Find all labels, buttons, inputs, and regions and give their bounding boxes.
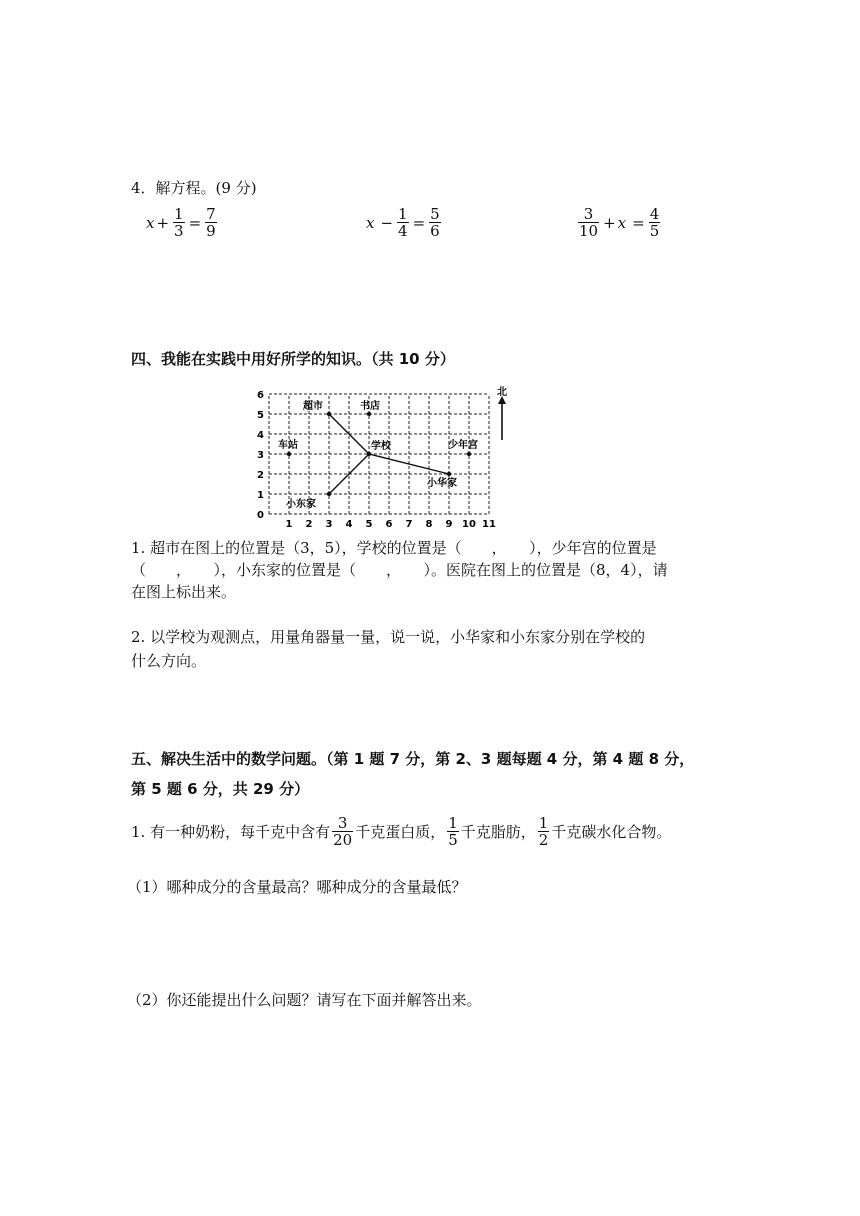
x-tick-label: 7 xyxy=(405,519,413,530)
y-tick-label: 4 xyxy=(257,430,264,441)
place-label: 车站 xyxy=(278,440,298,451)
equation-2: x − $\frac{1}{4}$ = $\frac{5}{6}$ xyxy=(366,205,440,240)
x-tick-label: 11 xyxy=(482,519,496,530)
y-tick-label: 5 xyxy=(257,410,264,421)
map-grid xyxy=(269,394,489,514)
x-tick-label: 5 xyxy=(365,519,373,530)
s5-q1-sub2: （2）你还能提出什么问题？请写在下面并解答出来。 xyxy=(127,991,482,1009)
section-5-heading-line1: 五、解决生活中的数学问题。（第 1 题 7 分，第 2、3 题每题 4 分，第 4 题 8 分， xyxy=(131,750,695,768)
place-label: 超市 xyxy=(303,401,323,412)
coordinate-map xyxy=(250,382,520,532)
y-tick-label: 1 xyxy=(257,490,264,501)
fraction: $\frac{3}{10}$ xyxy=(579,205,599,240)
place-dot xyxy=(327,492,331,496)
x-tick-label: 9 xyxy=(445,519,453,530)
north-label: 北 xyxy=(497,387,507,398)
q4-title: 4．解方程。(9 分) xyxy=(131,179,257,197)
y-tick-label: 3 xyxy=(257,450,264,461)
place-dot xyxy=(327,412,331,416)
s4-q2-line1: 2. 以学校为观测点，用量角器量一量，说一说，小华家和小东家分别在学校的 xyxy=(131,628,646,646)
north-arrow xyxy=(497,386,507,440)
s4-q1-line3: 在图上标出来。 xyxy=(131,583,237,601)
equation-1: x + $\frac{1}{3}$ = $\frac{7}{9}$ xyxy=(146,205,216,240)
y-tick-label: 0 xyxy=(257,510,264,521)
section-5-heading-line2: 第 5 题 6 分，共 29 分） xyxy=(131,780,310,798)
y-tick-label: 2 xyxy=(257,470,264,481)
fraction: $\frac{3}{20}$ xyxy=(333,814,353,849)
s4-q1-line2: （ ， ），小东家的位置是（ ， ）。医院在图上的位置是（8，4），请 xyxy=(131,561,668,579)
section-4-heading: 四、我能在实践中用好所学的知识。（共 10 分） xyxy=(131,350,455,368)
place-dot xyxy=(367,452,371,456)
fraction: $\frac{1}{2}$ xyxy=(538,814,549,849)
place-label: 小东家 xyxy=(286,499,316,510)
x-tick-label: 6 xyxy=(385,519,393,530)
place-dot xyxy=(287,452,291,456)
place-label: 小华家 xyxy=(427,478,457,489)
fraction: $\frac{7}{9}$ xyxy=(206,205,216,240)
place-dot xyxy=(467,452,471,456)
place-label: 少年宫 xyxy=(448,440,478,451)
fraction: $\frac{1}{5}$ xyxy=(448,814,458,849)
fraction: $\frac{4}{5}$ xyxy=(649,205,660,240)
place-dot xyxy=(447,472,451,476)
s5-q1-sub1: （1）哪种成分的含量最高？哪种成分的含量最低？ xyxy=(127,878,467,896)
place-label: 学校 xyxy=(371,441,391,452)
x-tick-label: 4 xyxy=(345,519,353,530)
map-places xyxy=(278,399,478,510)
fraction: $\frac{1}{4}$ xyxy=(398,205,408,240)
s5-q1: 1. 有一种奶粉，每千克中含有 $\frac{3}{20}$ 千克蛋白质， $\frac{1}{5}$ 千克脂肪， $\frac{1}{2}$ 千克碳水化合物。 xyxy=(131,814,672,849)
equation-3: $\frac{3}{10}$ + x = $\frac{4}{5}$ xyxy=(579,205,660,240)
x-tick-label: 8 xyxy=(425,519,433,530)
s4-q1-line1: 1. 超市在图上的位置是（3，5），学校的位置是（ ， ），少年宫的位置是 xyxy=(131,539,657,557)
fraction: $\frac{1}{3}$ xyxy=(174,205,184,240)
place-dot xyxy=(367,412,371,416)
x-tick-label: 10 xyxy=(462,519,476,530)
fraction: $\frac{5}{6}$ xyxy=(430,205,440,240)
x-tick-label: 3 xyxy=(325,519,333,530)
x-tick-label: 1 xyxy=(285,519,293,530)
place-label: 书店 xyxy=(360,401,380,412)
s4-q2-line2: 什么方向。 xyxy=(131,652,207,670)
y-tick-label: 6 xyxy=(257,390,264,401)
x-tick-label: 2 xyxy=(305,519,313,530)
